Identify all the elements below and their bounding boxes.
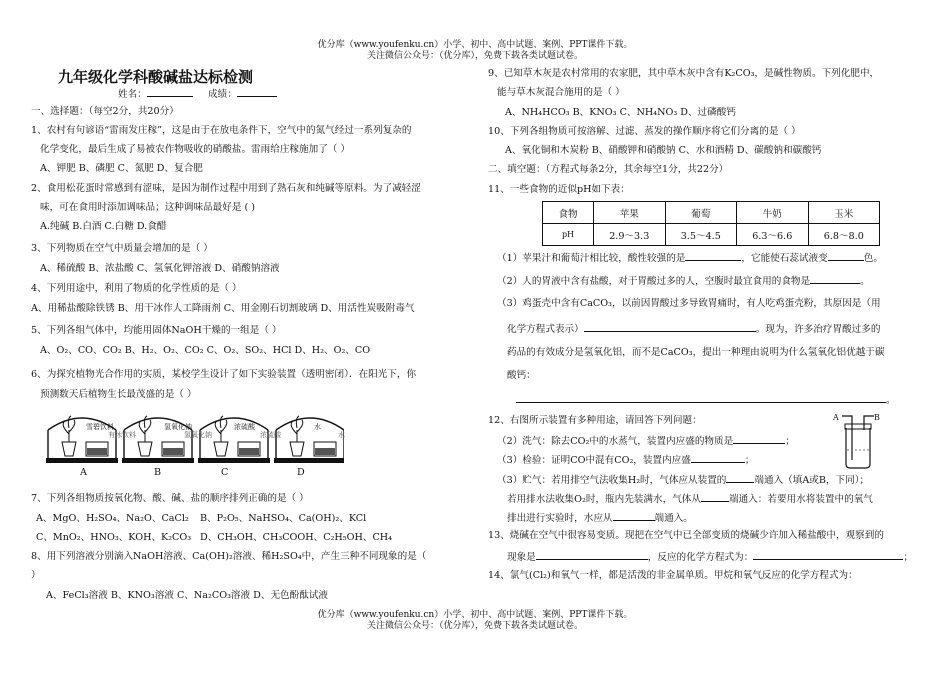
q2-line1: 2、食用松花蛋时常感到有涩味，是因为制作过程中用到了熟石灰和纯碱等原料。为了减轻涩 (31, 183, 421, 194)
q9-line1: 9、已知草木灰是农村常用的农家肥，其中草木灰中含有K₂CO₃，是碱性物质。下列化肥中， (488, 68, 880, 79)
header-line-1: 优分库（www.youfenku.cn）小学、初中、高中试题、案例、PPT课件下载。 (317, 40, 633, 50)
q11-sub3-line1: （3）鸡蛋壳中含有CaCO₃，以前因胃酸过多导致胃痛时，有人吃鸡蛋壳粉，其原因是（用 (497, 298, 881, 309)
q13-line1: 13、烧碱在空气中很容易变质。现把在空气中已全部变质的烧碱少许加入稀盐酸中，观察到的 (488, 530, 884, 541)
q12-sub2-text-a: （3）检验：证明CO中混有CO₂，装置内应盛 (497, 455, 691, 466)
q2-options: A.纯碱 B.白酒 C.白糖 D.食醋 (40, 221, 167, 232)
q9-line2: 能与草木灰混合施用的是（ ） (497, 87, 625, 98)
name-blank[interactable] (147, 86, 193, 97)
q7-option-b: B、P₂O₅、NaHSO₄、Ca(OH)₂、KCl (200, 513, 367, 524)
ph-table-header: 玉米 (808, 202, 880, 224)
q12-sub3-text-c: 若用排水法收集O₂时，瓶内先装满水，气体从 (507, 494, 701, 505)
exam-title: 九年级化学科酸碱盐达标检测 (58, 68, 254, 86)
q10-line1: 10、下列各组物质可按溶解、过滤、蒸发的操作顺序将它们分离的是（ ） (488, 126, 801, 137)
q7-option-d: D、CH₃OH、CH₃COOH、C₂H₅OH、CH₄ (200, 532, 393, 543)
section1-heading: 一、选择题：（每空2分，共20分） (31, 106, 179, 117)
name-label: 姓名： (118, 89, 147, 100)
ph-table-header: 食物 (543, 202, 594, 224)
q6-under-label-d: 水 (338, 431, 345, 439)
q12-sub1-text-a: （2）洗气：除去CO₂中的水蒸气，装置内应盛的物质是 (497, 436, 734, 447)
ph-row-label: pH (543, 224, 594, 246)
q6-line1: 6、为探究植物光合作用的实质，某校学生设计了如下实验装置（透明密闭）．在阳光下，你 (31, 369, 417, 380)
q6-bottle-label-d: 水 (314, 423, 321, 431)
q11-blank-3[interactable] (810, 273, 860, 284)
q13-blank-2[interactable] (753, 549, 903, 560)
ph-table-header: 葡萄 (665, 202, 737, 224)
q10-options: A、氧化铜和木炭粉 B、硝酸钾和硝酸钠 C、水和酒精 D、碳酸钠和碳酸钙 (505, 145, 822, 156)
q12-sub3-text-b: 端通入（填A或B，下同）； (754, 475, 870, 486)
ph-table (542, 201, 880, 246)
q1-options: A、钾肥 B、磷肥 C、氮肥 D、复合肥 (40, 163, 203, 174)
q7-line1: 7、下列各组物质按氧化物、酸、碱、盐的顺序排列正确的是（ ） (31, 493, 309, 504)
q1-line2: 化学变化，最后生成了易被农作物吸收的硝酸盐。雷雨给庄稼施加了（ ） (40, 144, 351, 155)
ph-table-cell: 3.5～4.5 (665, 224, 737, 246)
q12-sub1 (497, 433, 795, 448)
q13-text-c: ； (903, 552, 913, 563)
ph-table-cell: 6.3～6.6 (737, 224, 809, 246)
q11-blank-4[interactable] (584, 321, 756, 332)
q12-sub3-text-d: 端通入：若要用水将装置中的氧气 (729, 494, 873, 505)
q6-bottle-label-b: 氢氧化钠 (164, 423, 192, 431)
q4-options: A、用稀盐酸除铁锈 B、用干冰作人工降雨剂 C、用金刚石切割玻璃 D、用活性炭吸附毒气 (31, 303, 415, 314)
score-label: 成绩： (208, 89, 237, 100)
q11-blank-2[interactable] (828, 250, 864, 261)
q11-line1: 11、一些食物的近似pH如下表： (488, 184, 630, 195)
q13-blank-1[interactable] (536, 549, 648, 560)
q8-options: A、FeCl₃溶液 B、KNO₃溶液 C、Na₂CO₃溶液 D、无色酚酞试液 (46, 590, 329, 601)
q11-sub3-text-b: 化学方程式表示） (507, 324, 584, 335)
q8-line1: 8、用下列溶液分别滴入NaOH溶液、Ca(OH)₂溶液、稀H₂SO₄中，产生三种不同现象的是（ (31, 551, 427, 562)
q11-sub3-line5 (516, 392, 896, 407)
q6-line2: 预测数天后植物生长最茂盛的是（ ） (40, 389, 197, 400)
q1-line1: 1、农村有句谚语“雷雨发庄稼”，这是由于在放电条件下，空气中的氮气经过一系列复杂的 (31, 125, 412, 136)
q6-letter-c: C (221, 467, 229, 478)
q13-line2 (507, 549, 913, 564)
q12-sub3-text-e: 排出进行实验时，水应从 (507, 513, 613, 524)
q12-sub3-text-f: 端通入。 (654, 513, 693, 524)
q11-sub1-text-c: 色。 (863, 253, 883, 264)
q12-sub3-line2 (507, 491, 873, 506)
q6-bottle-label-c: 浓硫酸 (234, 423, 255, 431)
q12-blank-2[interactable] (691, 452, 745, 463)
q6-bottle-label-a: 雪碧饮料 (86, 423, 114, 431)
q13-text-b: ，反应的化学方程式为： (647, 552, 754, 563)
apparatus-d (274, 416, 344, 463)
q9-options: A、NH₄HCO₃ B、KNO₃ C、NH₄NO₃ D、过磷酸钙 (505, 107, 736, 118)
q6-letter-a: A (80, 467, 87, 478)
ph-table-header: 苹果 (594, 202, 666, 224)
q12-sub3-text-a: （3）贮气：若用排空气法收集H₂时，气体应从装置的 (497, 475, 727, 486)
q11-blank-1[interactable] (685, 250, 741, 261)
q12-blank-4[interactable] (701, 491, 729, 502)
ph-table-cell: 6.8～8.0 (808, 224, 880, 246)
ph-table-cell: 2.9～3.3 (594, 224, 666, 246)
q12-line1: 12、右图所示装置有多种用途，请回答下列问题： (488, 415, 702, 426)
q13-text-a: 现象是 (507, 552, 536, 563)
ph-table-value-row (543, 224, 880, 246)
bottle-label-a: A (833, 413, 839, 422)
q12-sub1-text-b: ； (785, 436, 795, 447)
q7-option-c: C、MnO₂、HNO₃、KOH、K₂CO₃ (36, 532, 192, 543)
q12-sub2-text-b: ； (744, 455, 755, 466)
q2-line2: 味，可在食用时添加调味品；这种调味品最好是 ( ) (40, 202, 256, 213)
q12-blank-3[interactable] (726, 472, 754, 483)
q12-blank-5[interactable] (613, 510, 655, 521)
ph-table-header: 牛奶 (737, 202, 809, 224)
q11-blank-5[interactable] (516, 392, 886, 403)
q11-sub2-text-b: 。 (860, 276, 870, 287)
q7-option-a: A、MgO、H₂SO₄、Na₂O、CaCl₂ (36, 513, 189, 524)
q14-line1: 14、氯气(Cl₂)和氧气一样，都是活泼的非金属单质。甲烷和氧气反应的化学方程式为： (488, 570, 858, 581)
q11-sub1-text-b: ，它能使石蕊试液变 (741, 253, 828, 264)
ph-table-header-row (543, 202, 880, 224)
q5-line1: 5、下列各组气体中，均能用固体NaOH干燥的一组是（ ） (31, 325, 282, 336)
footer-line-1: 优分库（www.youfenku.cn）小学、初中、高中试题、案例、PPT课件下载。 (317, 610, 633, 620)
q6-under-label-b: 氢氧化钠 (184, 431, 212, 439)
q11-sub3-text-c: 。现为，许多治疗胃酸过多的 (755, 324, 881, 335)
q11-sub1-text-a: （1）苹果汁和葡萄汁相比较，酸性较强的是 (497, 253, 686, 264)
section2-heading: 二、填空题：（方程式每条2分，其余每空1分，共22分） (488, 164, 729, 175)
student-info (118, 86, 277, 101)
header-line-2: 关注微信公众号：（优分库），免费下载各类试题试卷。 (366, 51, 583, 61)
q5-options: A、O₂、CO、CO₂ B、H₂、O₂、CO₂ C、O₂、SO₂、HCl D、H₂、O₂、CO (40, 345, 371, 356)
q8-line2: ） (31, 570, 41, 581)
q11-sub3-line2 (507, 321, 880, 336)
q12-blank-1[interactable] (733, 433, 785, 444)
score-blank[interactable] (237, 86, 277, 97)
q12-sub3-line3 (507, 510, 693, 525)
q11-sub3-line4: 酸钙： (507, 370, 536, 381)
q11-sub3-text-f: 。 (886, 395, 896, 406)
q3-options: A、稀硫酸 B、浓盐酸 C、氢氧化钾溶液 D、硝酸钠溶液 (40, 263, 280, 274)
q6-letter-b: B (154, 467, 162, 478)
q11-sub2-text-a: （2）人的胃液中含有盐酸，对于胃酸过多的人，空腹时最宜食用的食物是 (497, 276, 811, 287)
q12-sub2 (497, 452, 754, 467)
q12-sub3-line1 (497, 472, 869, 487)
q11-sub2 (497, 273, 870, 288)
q11-sub1 (497, 250, 883, 265)
q4-line1: 4、下列用途中，利用了物质的化学性质的是（ ） (31, 283, 242, 294)
q6-letter-d: D (297, 467, 305, 478)
footer-line-2: 关注微信公众号：（优分库），免费下载各类试题试卷。 (366, 621, 583, 631)
q6-under-label-c: 浓硫酸 (260, 431, 281, 439)
q3-line1: 3、下列物质在空气中质量会增加的是（ ） (31, 243, 213, 254)
bottle-label-b: B (874, 413, 880, 422)
q6-under-label-a: 有冰饮料 (108, 431, 136, 439)
q11-sub3-line3: 药品的有效成分是氢氧化铝，而不是CaCO₃，提出一种理由说明为什么氢氧化铝优越于碳 (507, 347, 885, 358)
